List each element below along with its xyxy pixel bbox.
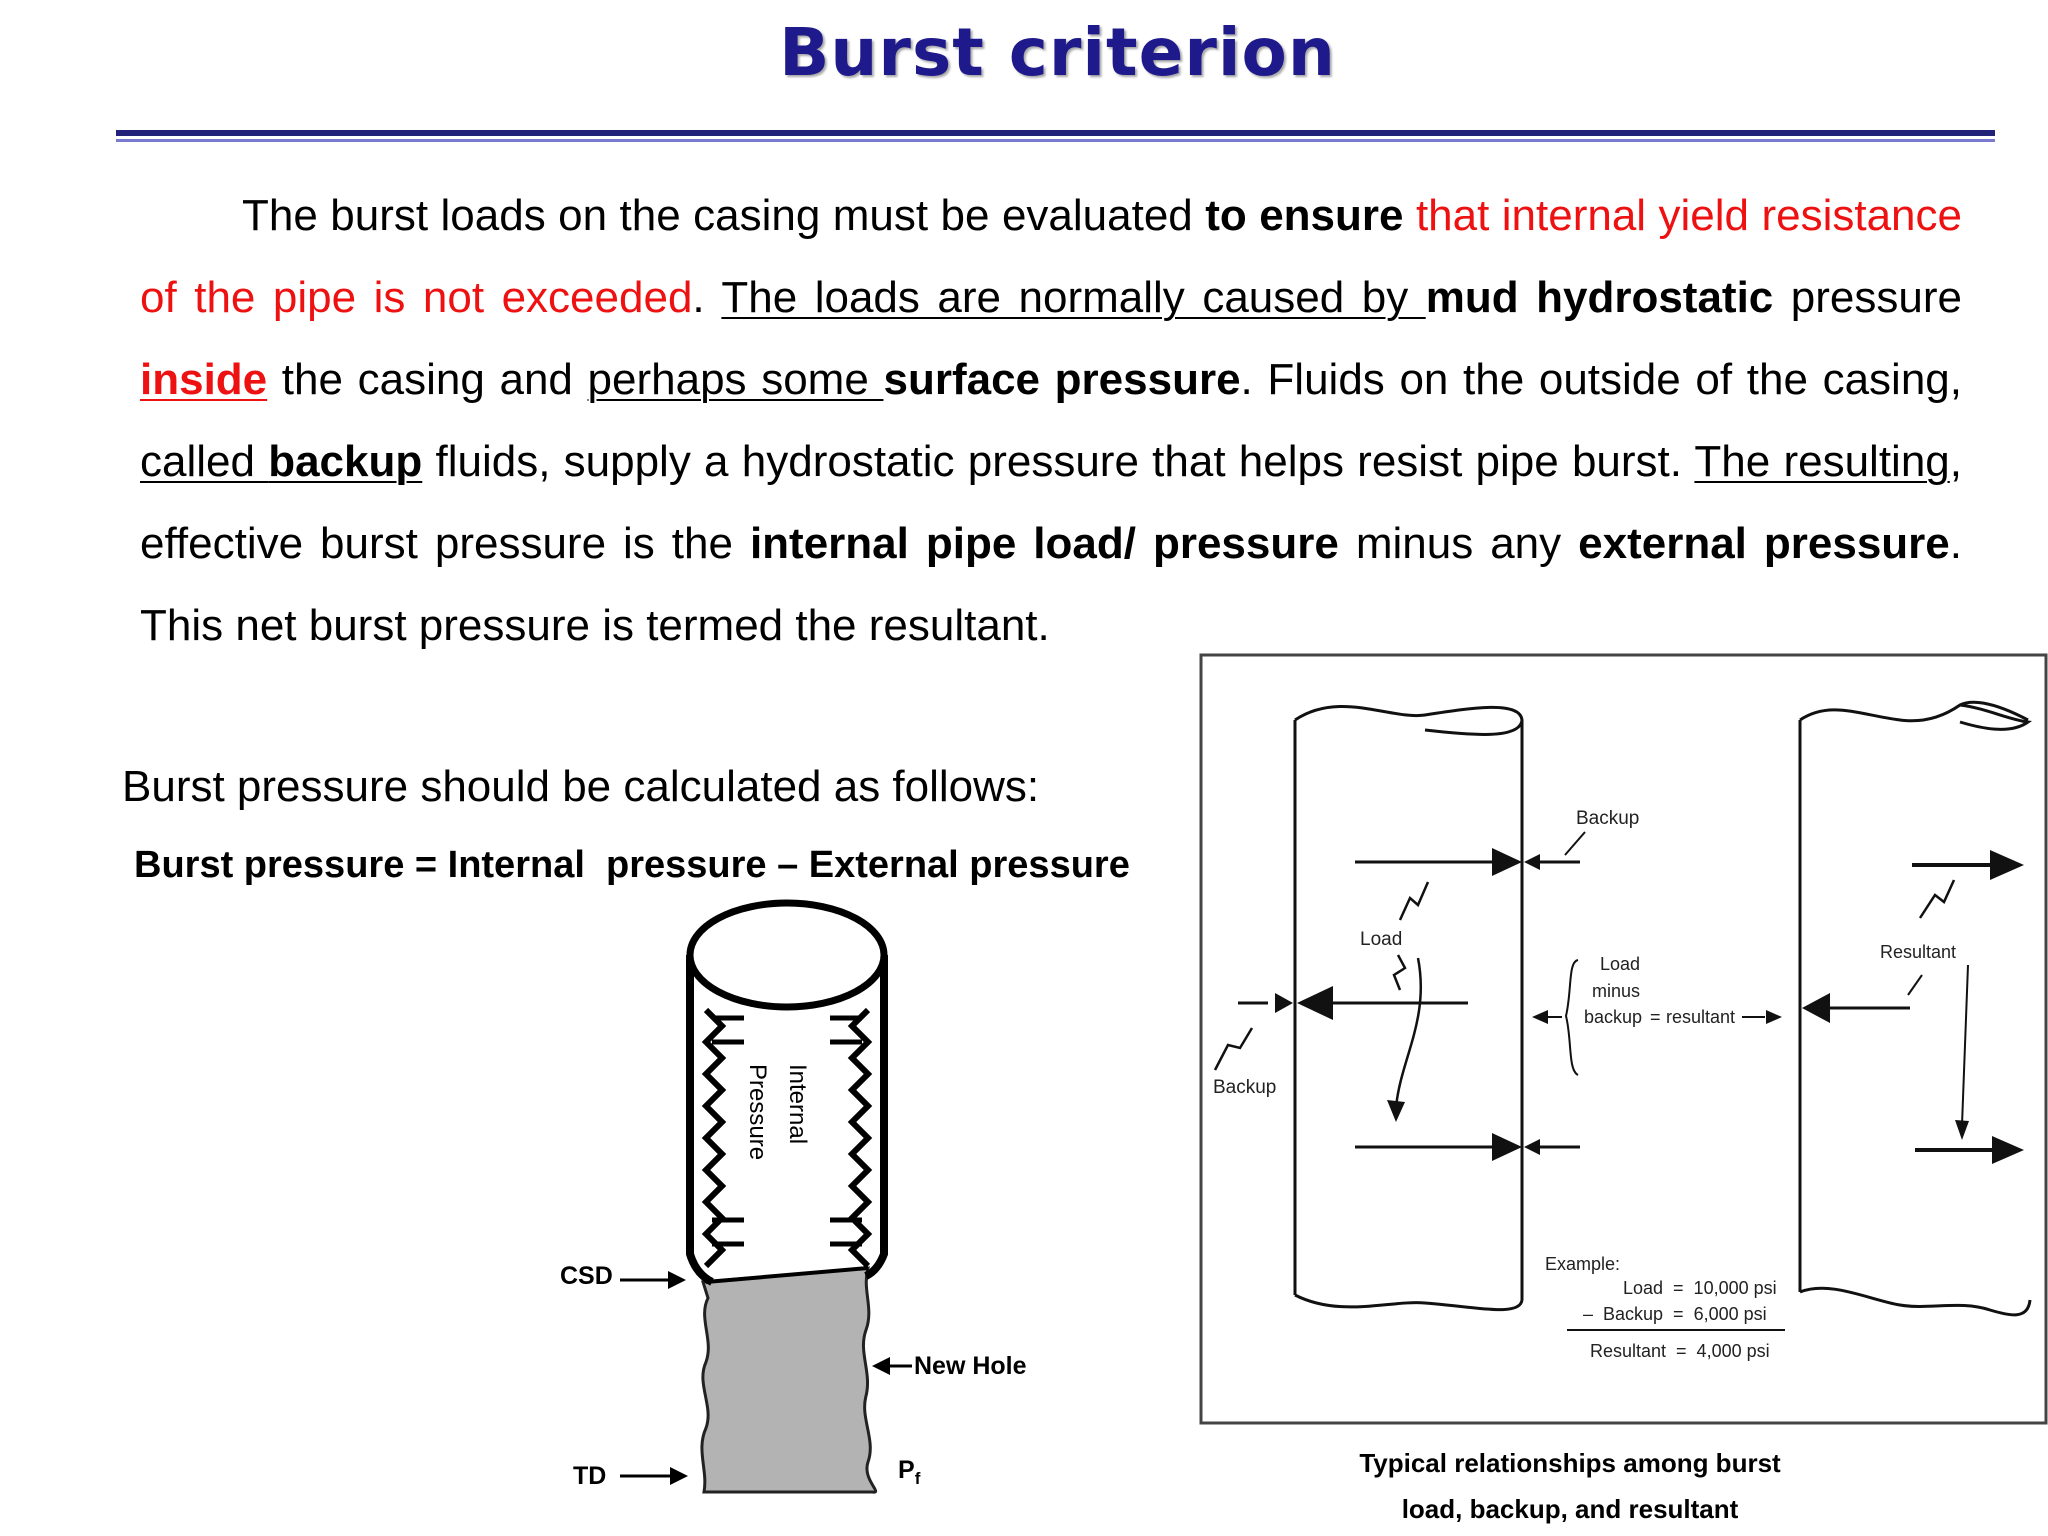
- red-span: that internal yield resistance of the pipe is not exceeded: [140, 191, 1962, 322]
- underlined-span: called: [140, 437, 269, 486]
- mid-backup-label: backup: [1584, 1007, 1643, 1027]
- td-label: TD: [573, 1462, 607, 1490]
- csd-arrowhead: [668, 1271, 686, 1289]
- title-divider-thin: [116, 139, 1995, 142]
- mid-minus-label: minus: [1592, 981, 1641, 1001]
- right-pressure-zigzag: [852, 1010, 868, 1266]
- bold-span: mud hydrostatic: [1425, 273, 1774, 322]
- figure-caption: [1300, 1440, 1840, 1532]
- left-pressure-zigzag: [706, 1010, 722, 1266]
- backup-top-label: Backup: [1576, 808, 1640, 829]
- text-span: minus any: [1338, 519, 1579, 568]
- body-paragraph: [140, 175, 1962, 667]
- bold-span: external pressure: [1578, 519, 1950, 568]
- underlined-span: perhaps some: [587, 355, 884, 404]
- text-span: [1403, 191, 1415, 240]
- load-backup-resultant-diagram: [1195, 650, 2048, 1425]
- mid-load-label: Load: [1600, 954, 1641, 974]
- bold-span: surface pressure: [883, 355, 1241, 404]
- text-span: The burst loads on the casing must be evaluated: [242, 191, 1206, 240]
- load-label: Load: [1360, 929, 1403, 950]
- burst-formula: Burst pressure = Internal pressure – External pressure: [134, 844, 1130, 886]
- resultant-label: Resultant: [1880, 942, 1957, 962]
- example-backup: – Backup = 6,000 psi: [1583, 1304, 1767, 1324]
- calculation-intro: Burst pressure should be calculated as follows:: [122, 762, 1040, 811]
- pf-letter: P: [898, 1456, 915, 1484]
- csd-label: CSD: [560, 1262, 613, 1290]
- text-span: .: [692, 273, 722, 322]
- mid-equals-label: =: [1650, 1007, 1661, 1027]
- internal-label: Internal: [784, 1064, 811, 1145]
- underlined-span: The loads are normally caused by: [721, 273, 1426, 322]
- new-hole-label: New Hole: [914, 1352, 1027, 1380]
- casing-top-ellipse: [690, 903, 884, 1007]
- example-heading: Example:: [1545, 1254, 1621, 1274]
- new-hole-arrowhead: [872, 1357, 890, 1375]
- example-resultant: Resultant = 4,000 psi: [1590, 1341, 1770, 1361]
- page-title: Burst criterion: [779, 14, 1336, 91]
- td-arrowhead: [670, 1467, 688, 1485]
- text-span: pressure: [1773, 273, 1962, 322]
- bold-underlined-span: backup: [268, 437, 423, 486]
- text-span: . Fluids on the outside of the casing,: [1240, 355, 1962, 404]
- pressure-label: Pressure: [744, 1064, 771, 1161]
- casing-burst-diagram: [540, 895, 1060, 1515]
- example-load: Load = 10,000 psi: [1623, 1278, 1777, 1298]
- caption-line-1: Typical relationships among burst: [1359, 1448, 1781, 1478]
- backup-left-label: Backup: [1213, 1077, 1277, 1098]
- bold-span: to ensure: [1205, 191, 1404, 240]
- text-span: the casing and: [267, 355, 588, 404]
- text-span: fluids, supply a hydrostatic pressure that helps resist pipe burst.: [422, 437, 1695, 486]
- pf-label: [898, 1456, 921, 1488]
- mid-resultant-label: resultant: [1666, 1007, 1736, 1027]
- pf-subscript: f: [914, 1469, 921, 1488]
- text-span: . This net burst pressure is termed the resultant.: [140, 519, 1962, 650]
- caption-line-2: load, backup, and resultant: [1401, 1494, 1739, 1524]
- open-hole-section: [702, 1268, 876, 1492]
- red-bold-underlined-span: inside: [140, 355, 268, 404]
- bold-span: internal pipe load/ pressure: [749, 519, 1339, 568]
- text-span: , effective burst pressure is the: [140, 437, 1963, 568]
- underlined-span: The resulting: [1694, 437, 1950, 486]
- title-divider: [116, 130, 1995, 136]
